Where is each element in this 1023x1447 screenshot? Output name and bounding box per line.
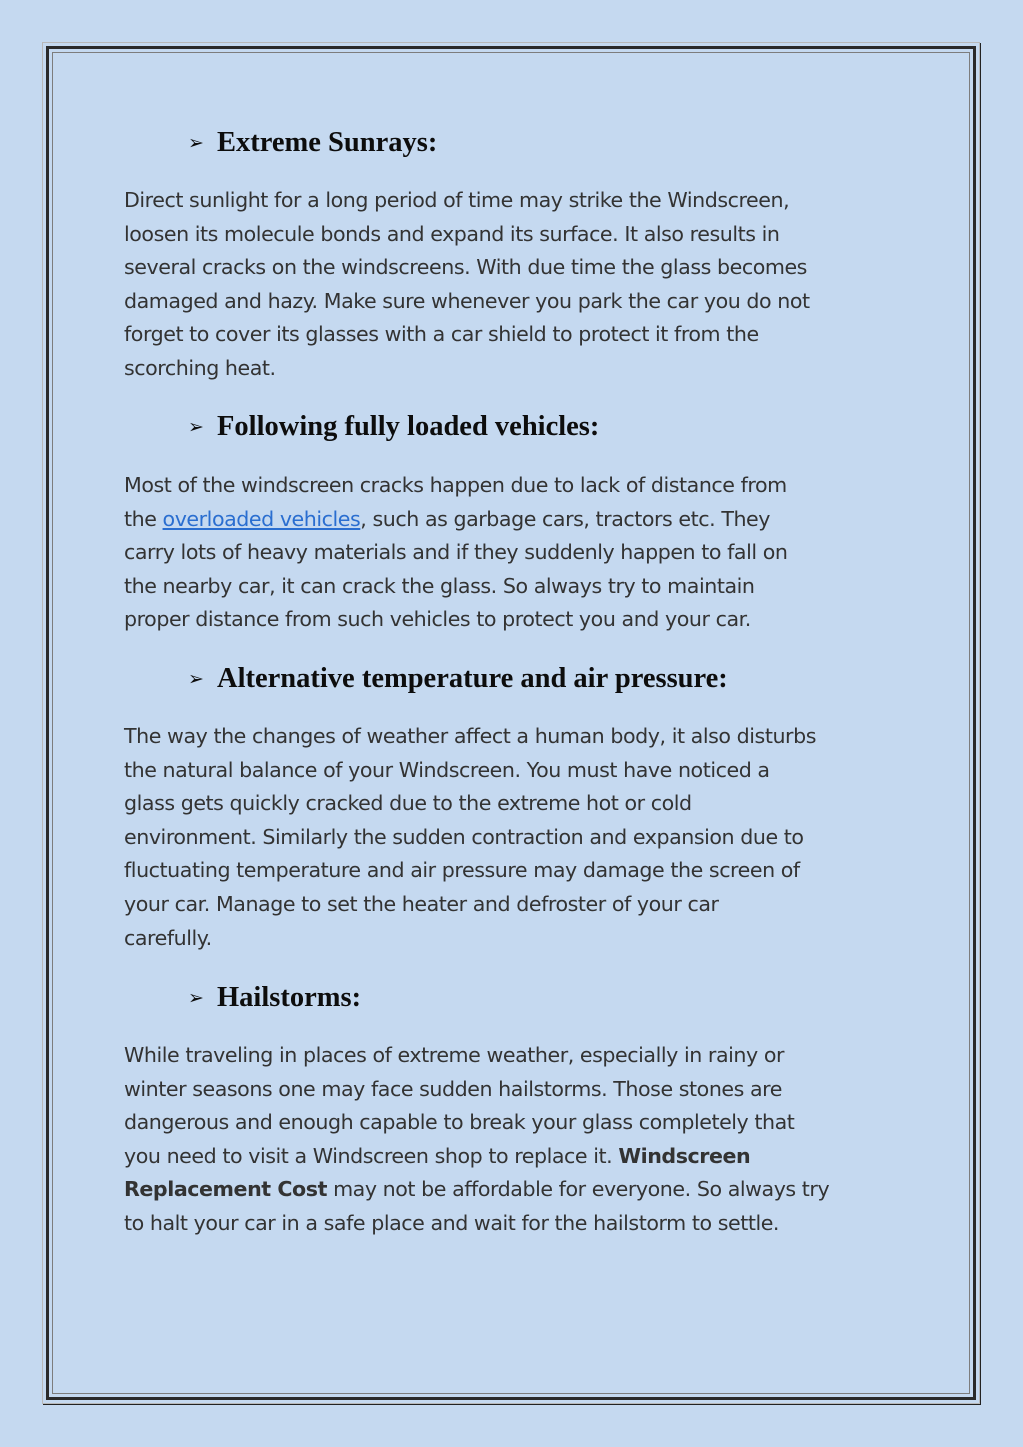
bold-keyword: Windscreen xyxy=(618,1143,751,1168)
text-line: winter seasons one may face sudden hailstorms. Those stones are xyxy=(124,1076,782,1101)
paragraph-alternative-temperature xyxy=(124,720,914,955)
bold-keyword: Replacement Cost xyxy=(124,1177,327,1202)
heading-text: Alternative temperature and air pressure: xyxy=(217,663,728,694)
text-line: forget to cover its glasses with a car shield to protect it from the xyxy=(124,322,759,347)
text-fragment: you need to visit a Windscreen shop to replace it. xyxy=(124,1143,619,1168)
heading-text: Following fully loaded vehicles: xyxy=(217,411,600,442)
paragraph-hailstorms xyxy=(124,1039,914,1241)
text-line: While traveling in places of extreme weather, especially in rainy or xyxy=(124,1043,784,1067)
text-line: damaged and hazy. Make sure whenever you park the car you do not xyxy=(124,288,810,313)
text-line: Direct sunlight for a long period of time may strike the Windscreen, xyxy=(124,188,790,212)
heading-extreme-sunrays xyxy=(188,126,437,160)
overloaded-vehicles-link[interactable]: overloaded vehicles xyxy=(162,506,361,531)
text-line xyxy=(124,1173,914,1207)
text-line xyxy=(124,503,914,537)
arrow-bullet-icon: ➢ xyxy=(188,132,204,154)
text-line: carefully. xyxy=(124,925,212,950)
arrow-bullet-icon: ➢ xyxy=(188,987,204,1009)
paragraph-following-loaded-vehicles xyxy=(124,469,914,637)
text-line: glass gets quickly cracked due to the extreme hot or cold xyxy=(124,791,692,816)
heading-alternative-temperature xyxy=(188,662,728,696)
text-line: Most of the windscreen cracks happen due to lack of distance from xyxy=(124,473,787,497)
heading-hailstorms xyxy=(188,981,361,1015)
text-line: The way the changes of weather affect a human body, it also disturbs xyxy=(124,724,816,748)
text-line xyxy=(124,1140,914,1174)
text-line: to halt your car in a safe place and wait for the hailstorm to settle. xyxy=(124,1210,780,1235)
heading-text: Extreme Sunrays: xyxy=(217,127,438,158)
heading-text: Hailstorms: xyxy=(217,982,362,1013)
text-fragment: the xyxy=(124,506,163,531)
text-line: fluctuating temperature and air pressure may damage the screen of xyxy=(124,858,800,883)
text-line: scorching heat. xyxy=(124,355,276,380)
text-line: carry lots of heavy materials and if they suddenly happen to fall on xyxy=(124,540,788,565)
text-line: proper distance from such vehicles to protect you and your car. xyxy=(124,607,751,632)
text-line: your car. Manage to set the heater and defroster of your car xyxy=(124,891,719,916)
text-line: environment. Similarly the sudden contraction and expansion due to xyxy=(124,824,804,849)
arrow-bullet-icon: ➢ xyxy=(188,416,204,438)
text-fragment: may not be affordable for everyone. So always try xyxy=(326,1177,830,1202)
text-line: loosen its molecule bonds and expand its surface. It also results in xyxy=(124,221,780,246)
paragraph-extreme-sunrays xyxy=(124,184,914,386)
arrow-bullet-icon: ➢ xyxy=(188,668,204,690)
text-line: dangerous and enough capable to break your glass completely that xyxy=(124,1110,795,1135)
text-line: the natural balance of your Windscreen. You must have noticed a xyxy=(124,757,770,782)
text-line: several cracks on the windscreens. With due time the glass becomes xyxy=(124,255,807,280)
heading-following-loaded-vehicles xyxy=(188,410,599,444)
text-line: the nearby car, it can crack the glass. So always try to maintain xyxy=(124,573,755,598)
text-fragment: , such as garbage cars, tractors etc. They xyxy=(360,506,771,531)
